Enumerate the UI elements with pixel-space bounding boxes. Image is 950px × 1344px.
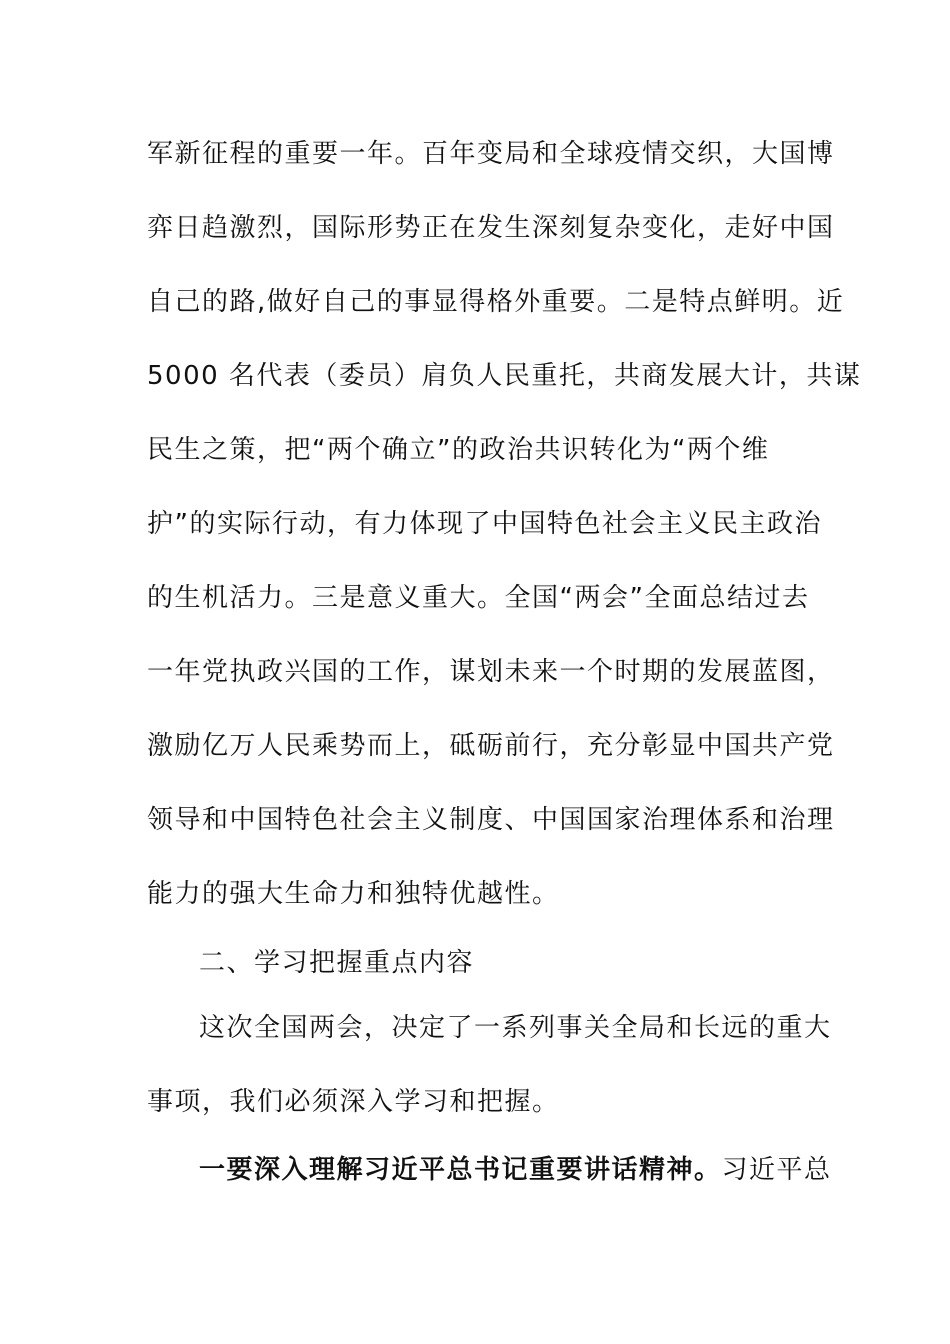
text-line: 能力的强大生命力和独特优越性。 (147, 879, 560, 909)
section-heading: 二、学习把握重点内容 (199, 948, 475, 978)
paragraph-line (199, 1152, 859, 1188)
text-line: 5000 名代表（委员）肩负人民重托，共商发展大计，共谋 (147, 361, 862, 391)
bold-lead-text: 一要深入理解习近平总书记重要讲话精神。 (199, 1155, 722, 1185)
paragraph-line: 事项，我们必须深入学习和把握。 (147, 1087, 560, 1117)
paragraph-line: 这次全国两会，决定了一系列事关全局和长远的重大 (199, 1013, 832, 1043)
paragraph-text: 习近平总 (721, 1155, 832, 1185)
text-line: 护”的实际行动，有力体现了中国特色社会主义民主政治 (147, 509, 822, 539)
text-line: 激励亿万人民乘势而上，砥砺前行，充分彰显中国共产党 (147, 731, 835, 761)
text-line: 领导和中国特色社会主义制度、中国国家治理体系和治理 (147, 805, 835, 835)
text-line: 弈日趋激烈，国际形势正在发生深刻复杂变化，走好中国 (147, 213, 835, 243)
text-line: 的生机活力。三是意义重大。全国“两会”全面总结过去 (147, 583, 810, 613)
text-line: 民生之策，把“两个确立”的政治共识转化为“两个维 (147, 435, 770, 465)
text-line: 自己的路,做好自己的事显得格外重要。二是特点鲜明。近 (147, 287, 845, 317)
text-line: 军新征程的重要一年。百年变局和全球疫情交织，大国博 (147, 139, 835, 169)
text-line: 一年党执政兴国的工作，谋划未来一个时期的发展蓝图， (147, 657, 835, 687)
